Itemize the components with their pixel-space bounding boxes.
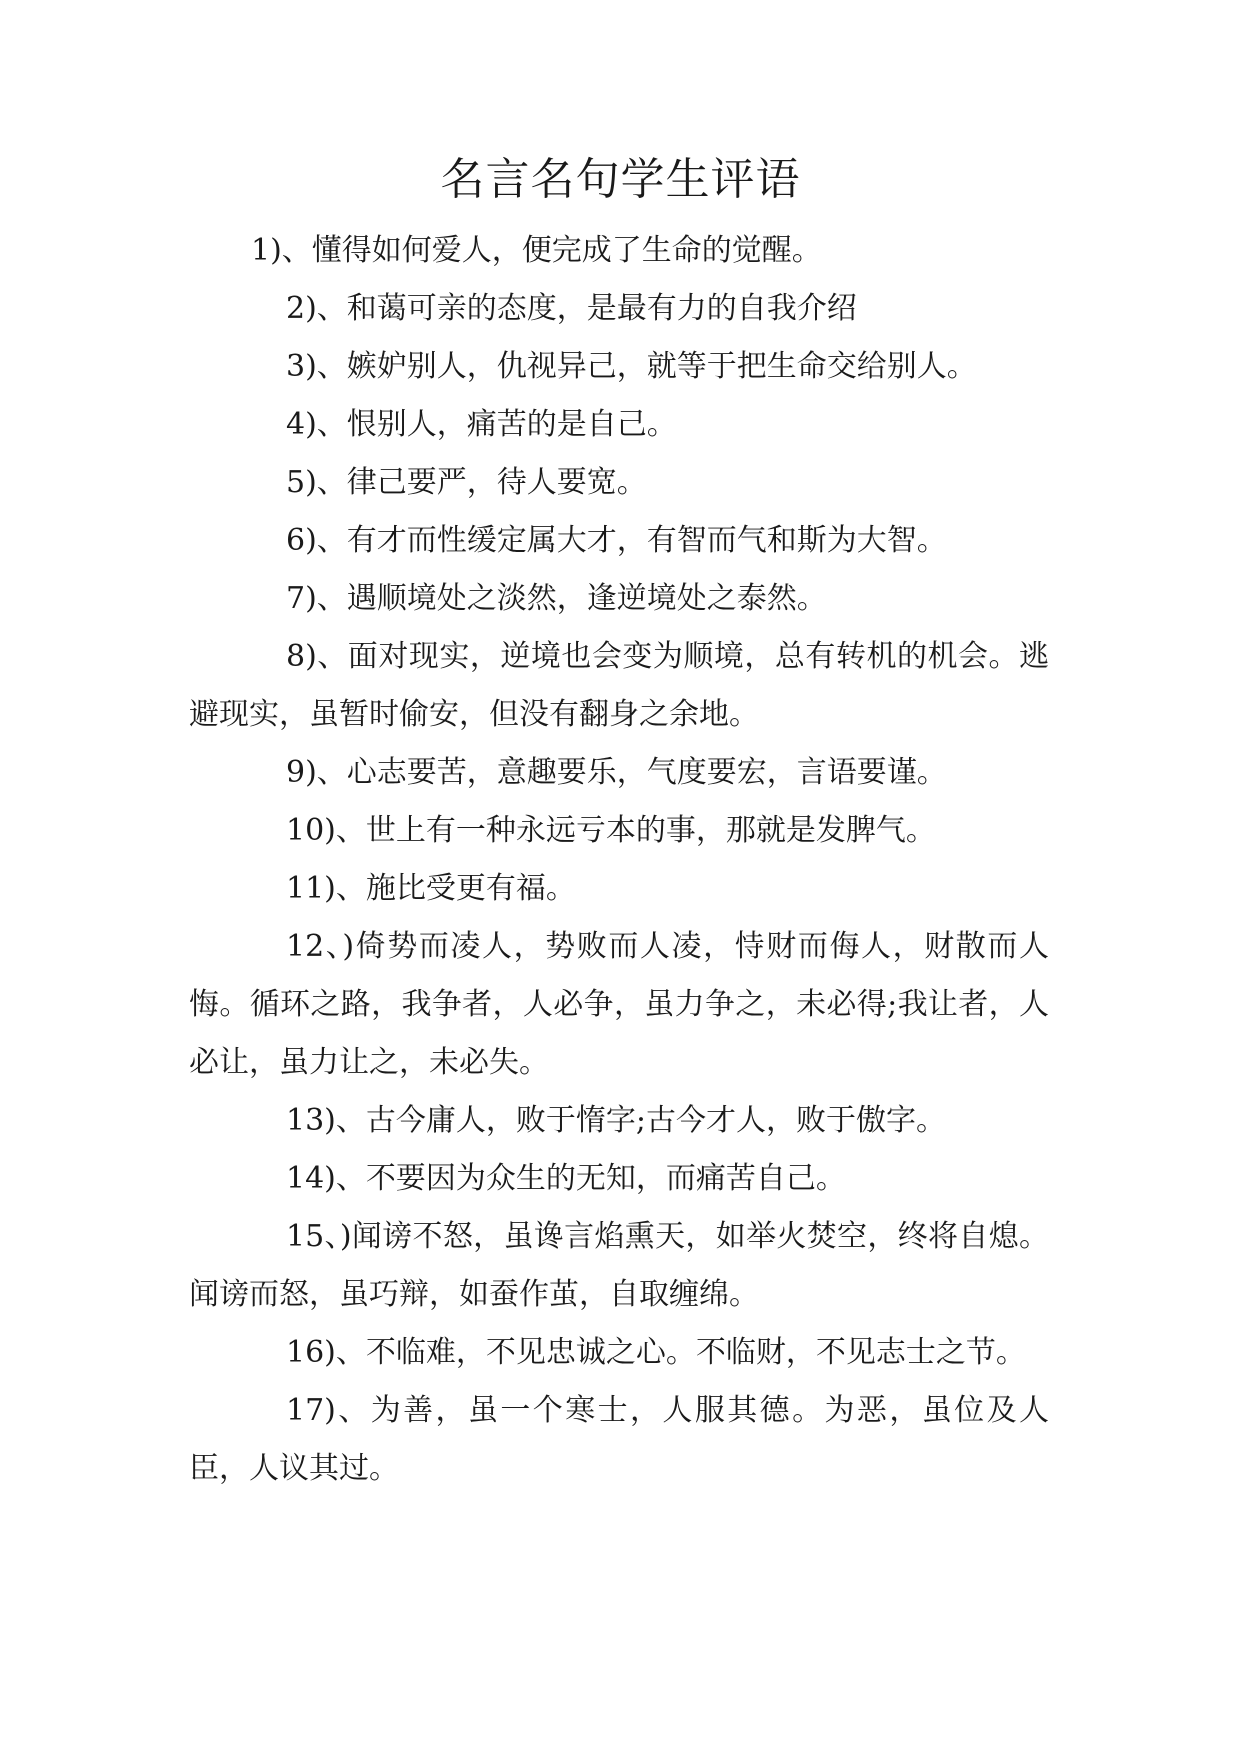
quote-paragraph-6: 6)、有才而性缓定属大才，有智而气和斯为大智。 [286, 523, 947, 558]
quote-paragraph-17: 17)、为善，虽一个寒士，人服其德。为恶，虽位及人臣，人议其过。 [189, 1393, 1049, 1486]
quote-paragraph-4: 4)、恨别人，痛苦的是自己。 [286, 407, 677, 442]
quote-paragraph-5: 5)、律己要严，待人要宽。 [286, 465, 647, 500]
quote-paragraph-15: 15、)闻谤不怒，虽谗言焰熏天，如举火焚空，终将自熄。闻谤而怒，虽巧辩，如蚕作茧，自取缠绵。 [189, 1219, 1049, 1312]
quote-paragraph-3: 3)、嫉妒别人，仇视异己，就等于把生命交给别人。 [286, 349, 977, 384]
quote-paragraph-9: 9)、心志要苦，意趣要乐，气度要宏，言语要谨。 [286, 755, 947, 790]
document-body [189, 222, 1049, 1498]
quote-paragraph-2: 2)、和蔼可亲的态度，是最有力的自我介绍 [286, 291, 857, 326]
quote-paragraph-12: 12、)倚势而凌人，势败而人凌，恃财而侮人，财散而人悔。循环之路，我争者，人必争，虽力争之，未必得;我让者，人必让，虽力让之，未必失。 [189, 929, 1049, 1080]
quote-paragraph-16: 16)、不临难，不见忠诚之心。不临财，不见志士之节。 [286, 1335, 1026, 1370]
quote-paragraph-7: 7)、遇顺境处之淡然，逢逆境处之泰然。 [286, 581, 827, 616]
quote-paragraph-8: 8)、面对现实，逆境也会变为顺境，总有转机的机会。逃避现实，虽暂时偷安，但没有翻身之余地。 [189, 639, 1049, 732]
quote-paragraph-1: 1)、懂得如何爱人，便完成了生命的觉醒。 [251, 233, 822, 268]
quote-paragraph-13: 13)、古今庸人，败于惰字;古今才人，败于傲字。 [286, 1103, 946, 1138]
quote-paragraph-14: 14)、不要因为众生的无知，而痛苦自己。 [286, 1161, 846, 1196]
document-title: 名言名句学生评语 [440, 154, 801, 205]
quote-paragraph-10: 10)、世上有一种永远亏本的事，那就是发脾气。 [286, 813, 936, 848]
quote-paragraph-11: 11)、施比受更有福。 [286, 871, 576, 906]
